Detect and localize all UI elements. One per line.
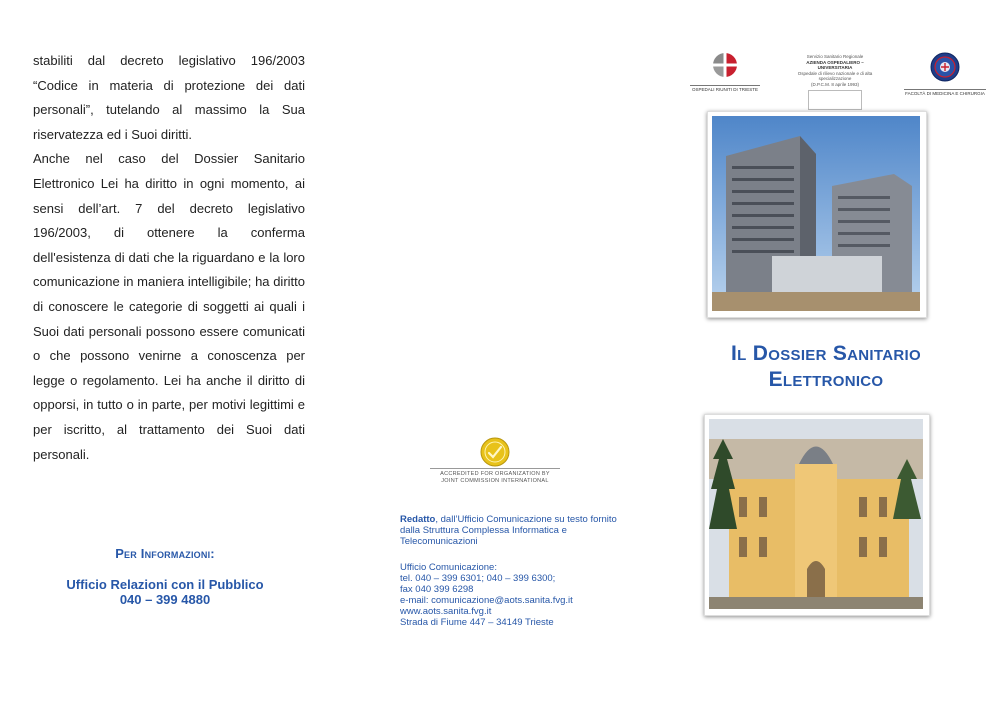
hospital-photo — [707, 111, 927, 318]
azienda-line-2: AZIENDA OSPEDALIERO – UNIVERSITARIA — [806, 59, 864, 70]
azienda-logo — [790, 54, 880, 110]
ospedali-caption: OSPEDALI RIUNITI DI TRIESTE — [690, 85, 760, 92]
university-seal-icon — [930, 52, 960, 82]
facolta-logo — [904, 52, 986, 96]
edited-note — [400, 514, 620, 547]
title-line-1: Il Dossier Sanitario — [731, 342, 921, 365]
paragraph-2: Anche nel caso del Dossier Sanitario Elettronico Lei ha diritto in ogni momento, ai sensi dell’art. 7 del decreto legislativo 196/2003, di ottenere la conferma dell'esistenza di dati che la riguardano e la loro comunicazione in maniera intelligibile; ha diritto di conoscere le categorie di soggetti ai quali i Suoi dati personali possono essere comunicati o che possono venirne a conoscenza per legge o regolamento. Lei ha anche il diritto di opporsi, in tutto o in parte, per motivi legittimi e per iscritto, al trattamento dei Suoi dati personali. — [33, 151, 305, 462]
title-line-2: Elettronico — [768, 368, 884, 391]
info-office — [0, 577, 330, 607]
left-panel — [0, 0, 330, 701]
accreditation-badge-icon — [808, 90, 862, 110]
contact-phone: tel. 040 – 399 6301; 040 – 399 6300; — [400, 573, 556, 584]
edited-label: Redatto — [400, 514, 436, 525]
middle-panel — [330, 0, 660, 701]
right-panel — [660, 0, 992, 701]
contact-website[interactable]: www.aots.sanita.fvg.it — [400, 606, 492, 617]
jci-accreditation — [430, 437, 560, 485]
contact-address: Strada di Fiume 447 – 34149 Trieste — [400, 617, 554, 628]
jci-seal-icon — [480, 437, 510, 467]
azienda-line-4: (D.P.C.M. 8 aprile 1993) — [811, 81, 859, 87]
azienda-line-3: Ospedale di rilievo nazionale e di alta specializzazione — [797, 70, 873, 81]
contact-list — [400, 562, 630, 628]
privacy-text — [33, 49, 305, 467]
edited-text: , dall’Ufficio Comunicazione su testo fornito dalla Struttura Complessa Informatica e Telecomunicazioni — [400, 514, 617, 547]
ospedali-riuniti-logo — [690, 52, 760, 92]
contact-email[interactable]: e-mail: comunicazione@aots.sanita.fvg.it — [400, 595, 573, 606]
contact-office: Ufficio Comunicazione: — [400, 562, 497, 573]
paragraph-1: stabiliti dal decreto legislativo 196/2003 “Codice in materia di protezione dei dati personali”, tutelando al massimo la Sua riservatezza ed i Suoi diritti. — [33, 53, 305, 142]
ospedali-logo-icon — [712, 52, 738, 78]
logo-bar — [690, 52, 990, 100]
info-heading: Per Informazioni: — [115, 546, 215, 561]
seal-caption-1: ACCREDITED FOR ORGANIZATION BY — [440, 471, 550, 477]
historic-building-photo — [704, 414, 930, 616]
seal-caption-2: JOINT COMMISSION INTERNATIONAL — [441, 478, 549, 484]
azienda-line-1: Servizio Sanitario Regionale — [806, 54, 864, 59]
office-phone: 040 – 399 4880 — [119, 592, 211, 607]
facolta-caption: FACOLTÀ DI MEDICINA E CHIRURGIA — [905, 91, 985, 96]
office-name: Ufficio Relazioni con il Pubblico — [66, 577, 264, 592]
contact-fax: fax 040 399 6298 — [400, 584, 474, 595]
document-title — [660, 341, 992, 393]
